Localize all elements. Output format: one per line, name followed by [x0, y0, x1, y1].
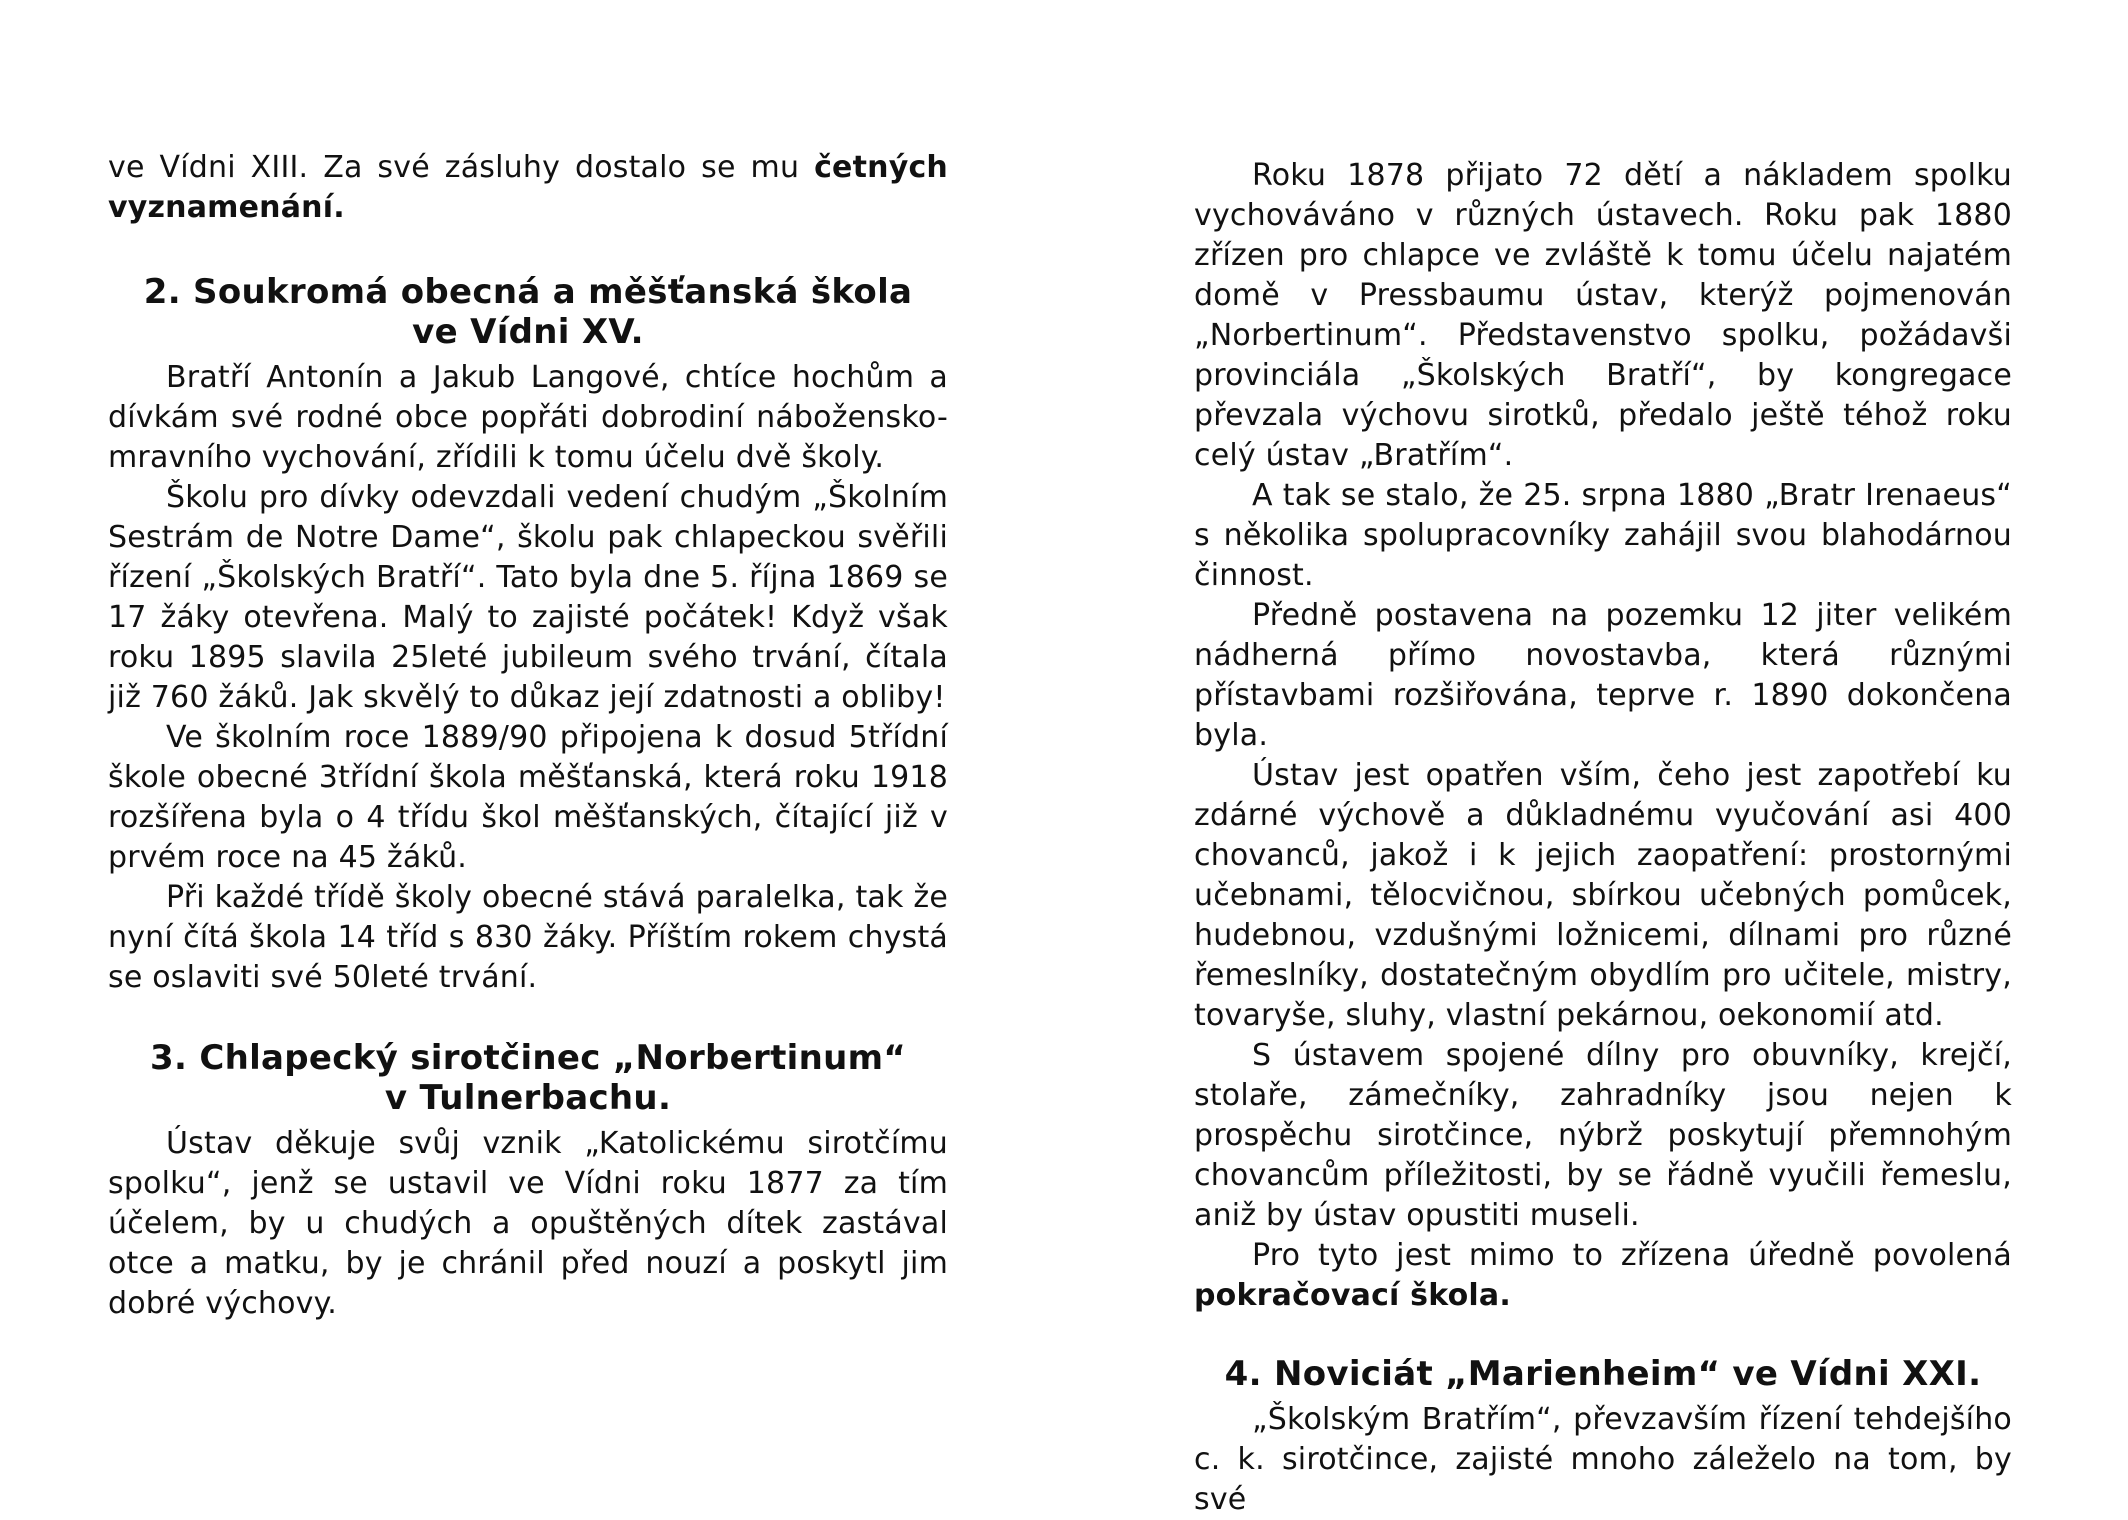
paragraph: Roku 1878 přijato 72 dětí a nákladem spolku vychováváno v různých ústavech. Roku pak 1880 zřízen pro chlapce ve zvláště k tomu účelu najatém domě v Pressbaumu ústav, kterýž pojmenován „Norbertinum“. Představenstvo spolku, požádavši provinciála „Školských Bratří“, by kongregace převzala výchovu sirotků, předalo ještě téhož roku celý ústav „Bratřím“. — [1194, 158, 2012, 473]
left-page — [108, 148, 948, 1324]
section-2-heading-line1: 2. Soukromá obecná a měšťanská škola — [143, 272, 913, 312]
section-4-heading: 4. Noviciát „Marienheim“ ve Vídni XXI. — [1224, 1354, 1982, 1394]
paragraph: Předně postavena na pozemku 12 jiter velikém nádherná přímo novostavba, která různými přístavbami rozšiřována, teprve r. 1890 dokončena byla. — [1194, 598, 2012, 753]
section-2-heading — [108, 272, 948, 352]
paragraph: S ústavem spojené dílny pro obuvníky, krejčí, stolaře, zámečníky, zahradníky jsou nejen k prospěchu sirotčince, nýbrž poskytují přemnohým chovancům příležitosti, by se řádně vyučili řemeslu, aniž by ústav opustiti museli. — [1194, 1038, 2012, 1233]
paragraph: Ve školním roce 1889/90 připojena k dosud 5třídní škole obecné 3třídní škola měšťanská, která roku 1918 rozšířena byla o 4 třídu škol měšťanských, čítající již v prvém roce na 45 žáků. — [108, 720, 948, 875]
paragraph: Školu pro dívky odevzdali vedení chudým „Školním Sestrám de Notre Dame“, školu pak chlapeckou svěřili řízení „Školských Bratří“. Tato byla dne 5. října 1869 se 17 žáky otevřena. Malý to zajisté počátek! Když však roku 1895 slavila 25leté jubileum svého trvání, čítala již 760 žáků. Jak skvělý to důkaz její zdatnosti a obliby! — [108, 480, 948, 715]
last-paragraph-bold-text: pokračovací škola. — [1194, 1278, 1511, 1313]
paragraph: Ústav jest opatřen vším, čeho jest zapotřebí ku zdárné výchově a důkladnému vyučování asi 400 chovanců, jakož i k jejich zaopatření: prostornými učebnami, tělocvičnou, sbírkou učebných pomůcek, hudebnou, vzdušnými ložnicemi, dílnami pro různé řemeslníky, dostatečným obydlím pro učitele, mistry, tovaryše, sluhy, vlastní pekárnou, oekonomií atd. — [1194, 758, 2012, 1033]
intro-text: ve Vídni XIII. Za své zásluhy dostalo se mu — [108, 150, 815, 185]
intro-bold-text: četných vyznamenání. — [108, 150, 948, 225]
paragraph: Bratří Antonín a Jakub Langové, chtíce hochům a dívkám své rodné obce popřáti dobrodiní nábožensko-mravního vychování, zřídili k tomu účelu dvě školy. — [108, 360, 948, 475]
right-page — [1194, 156, 2012, 1520]
last-paragraph — [1194, 1236, 2012, 1316]
paragraph: „Školským Bratřím“, převzavším řízení tehdejšího c. k. sirotčince, zajisté mnoho záleželo na tom, by své — [1194, 1402, 2012, 1517]
section-2-heading-line2: ve Vídni XV. — [412, 312, 644, 352]
paragraph: Ústav děkuje svůj vznik „Katolickému sirotčímu spolku“, jenž se ustavil ve Vídni roku 1877 za tím účelem, by u chudých a opuštěných dítek zastával otce a matku, by je chránil před nouzí a poskytl jim dobré výchovy. — [108, 1126, 948, 1321]
paragraph: Při každé třídě školy obecné stává paralelka, tak že nyní čítá škola 14 tříd s 830 žáky. Příštím rokem chystá se oslaviti své 50leté trvání. — [108, 880, 948, 995]
last-paragraph-text: Pro tyto jest mimo to zřízena úředně povolená — [1252, 1238, 2012, 1273]
section-3-heading-line1: 3. Chlapecký sirotčinec „Norbertinum“ — [150, 1038, 906, 1078]
section-3-heading-line2: v Tulnerbachu. — [384, 1078, 672, 1118]
intro-paragraph — [108, 148, 948, 228]
section-3-heading — [108, 1038, 948, 1118]
paragraph: A tak se stalo, že 25. srpna 1880 „Bratr Irenaeus“ s několika spolupracovníky zahájil svou blahodárnou činnost. — [1194, 478, 2012, 593]
